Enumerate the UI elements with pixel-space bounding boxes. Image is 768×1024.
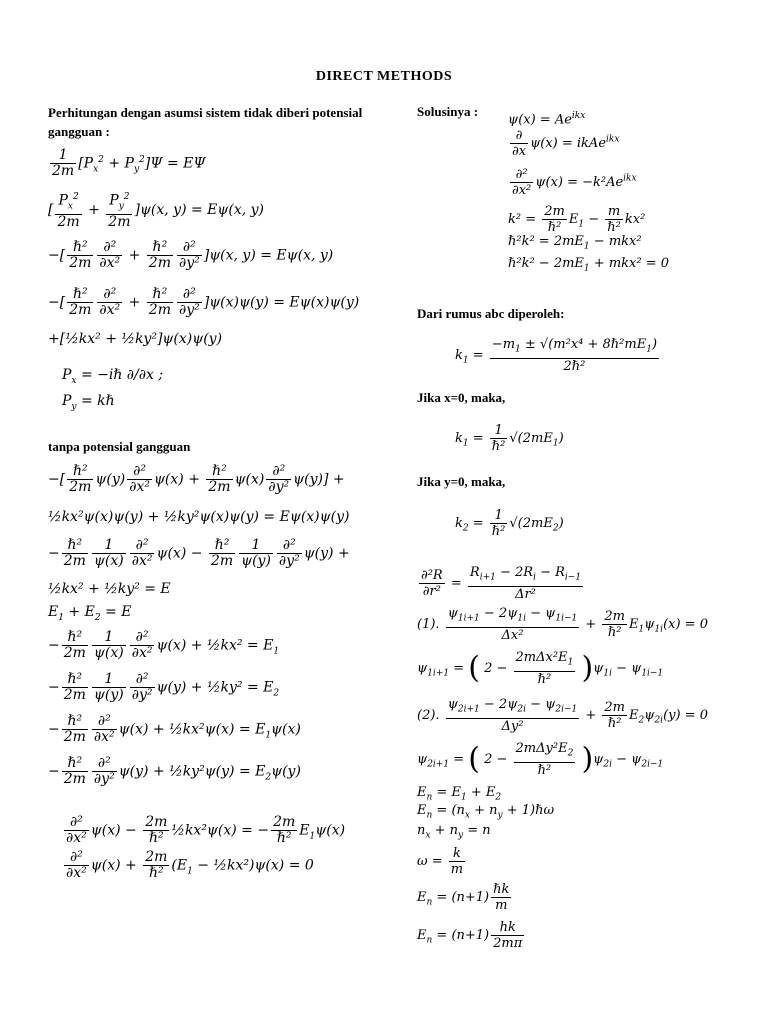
x-zero-heading: Jika x=0, maka,	[417, 390, 506, 405]
equation-energy-2: $E_n = (n+1)$ $\frac{\text{ℏk}}{m}$	[417, 882, 510, 913]
equation-py: $P_y$ = kℏ	[62, 393, 115, 412]
section2-heading: tanpa potensial gangguan	[48, 439, 191, 454]
equation-hamiltonian: $\frac{1}{2m}$ $[P_x^2 + P_y^2]\Psi = E\Psi$	[52, 147, 206, 179]
equation-15: $\frac{\text{∂²}}{\text{∂x²}}$ ψ(x) − $\frac{2m}{\text{ℏ²}}$ ½kx²ψ(x) = − $\frac{2m}{\text{ℏ²}}$ $E_1\psi(x)$	[66, 814, 346, 846]
equation-discrete-1: (1). $\frac{\psi_{1i+1} - 2\psi_{1i} - \psi_{1i-1}}{\text{Δx²}}$ + $\frac{2m}{\text{ℏ²}}$ $E_1\psi_{1i}(x) = 0$	[417, 606, 708, 643]
y-zero-heading: Jika y=0, maka,	[417, 474, 506, 489]
equation-8: − $\frac{\text{ℏ²}}{2m}$ $\frac{1}{\psi(x)}$ $\frac{\text{∂²}}{\text{∂x²}}$ ψ(x) − $\frac{\text{ℏ²}}{2m}$ $\frac{1}{\psi(y)}$ $\frac{\text{∂²}}{\text{∂y²}}$ ψ(y) +	[48, 537, 350, 569]
equation-6: −[ $\frac{\text{ℏ²}}{2m}$ ψ(y) $\frac{\text{∂²}}{\text{∂x²}}$ ψ(x) + $\frac{\text{ℏ²}}{2m}$ ψ(x) $\frac{\text{∂²}}{\text{∂y²}}$ ψ(y)] +	[48, 463, 345, 495]
equation-2: [ $\frac{P_x^2}{2m}$ + $\frac{P_y^2}{2m}$ ]ψ(x, y) = Eψ(x, y)	[48, 192, 265, 231]
intro-heading: Perhitungan dengan asumsi sistem tidak diberi potensial gangguan :	[48, 105, 363, 139]
equation-13: − $\frac{\text{ℏ²}}{2m}$ $\frac{\text{∂²}}{\text{∂x²}}$ ψ(x) + ½kx²ψ(x) = $E_1\psi(x)$	[48, 713, 301, 745]
solution-second-derivative: $\frac{\text{∂²}}{\text{∂x²}}$ $\psi(x) = -k^2Ae^{ikx}$	[512, 167, 637, 198]
equation-energy-quantum: $E_n = (n_x + n_y$ + 1)ℏω	[417, 803, 555, 821]
solution-k-squared: k² = $\frac{2m}{\text{ℏ²}}$ $E_1$ − $\frac{m}{\text{ℏ²}}$ kx²	[508, 204, 646, 235]
equation-7: ½kx²ψ(x)ψ(y) + ½ky²ψ(x)ψ(y) = Eψ(x)ψ(y)	[48, 509, 350, 525]
equation-5: +[½kx² + ½ky²]ψ(x)ψ(y)	[48, 331, 223, 347]
equation-discrete-2: (2). $\frac{\psi_{2i+1} - 2\psi_{2i} - \psi_{2i-1}}{\text{Δy²}}$ + $\frac{2m}{\text{ℏ²}}$ $E_2\psi_{2i}(y) = 0$	[417, 697, 708, 734]
equation-k2: $k_2$ = $\frac{1}{\text{ℏ²}}$ $√(2mE_2)$	[455, 508, 564, 539]
equation-omega: ω = $\frac{k}{m}$	[417, 846, 464, 877]
equation-recurrence-1: $\psi_{1i+1}$ = ( 2 − $\frac{2m\Delta x^2E_1}{\text{ℏ²}}$ )$\psi_{1i} - \psi_{1i-1}$	[417, 650, 664, 687]
solution-first-derivative: $\frac{\partial}{\partial x}$ ψ(x) = ikAe$^{ikx}$	[512, 128, 620, 159]
solution-hbar-k: ℏ²k² = $2mE_1 - mkx^2$	[508, 234, 642, 252]
equation-finite-difference: $\frac{\text{∂²R}}{\text{∂r²}}$ = $\frac{R_{i+1} - 2R_i - R_{i-1}}{\text{Δr²}}$	[421, 565, 582, 602]
equation-9: ½kx² + ½ky² = E	[48, 581, 171, 597]
left-column	[48, 103, 378, 141]
solution-label: Solusinya :	[417, 104, 479, 119]
equation-10: $E_1 + E_2 = E$	[48, 604, 132, 623]
equation-12: − $\frac{\text{ℏ²}}{2m}$ $\frac{1}{\psi(y)}$ $\frac{\text{∂²}}{\text{∂y²}}$ ψ(y) + ½ky² = $E_2$	[48, 671, 280, 703]
equation-3: −[ $\frac{\text{ℏ²}}{2m}$ $\frac{\text{∂²}}{\text{∂x²}}$ + $\frac{\text{ℏ²}}{2m}$ $\frac{\text{∂²}}{\text{∂y²}}$ ]ψ(x, y) = Eψ(x, y)	[48, 239, 334, 271]
equation-11: − $\frac{\text{ℏ²}}{2m}$ $\frac{1}{\psi(x)}$ $\frac{\text{∂²}}{\text{∂x²}}$ ψ(x) + ½kx² = $E_1$	[48, 629, 280, 661]
equation-px: $P_x$ = −iℏ ∂/∂x ;	[62, 367, 164, 386]
equation-14: − $\frac{\text{ℏ²}}{2m}$ $\frac{\text{∂²}}{\text{∂y²}}$ ψ(y) + ½ky²ψ(y) = $E_2\psi(y)$	[48, 755, 301, 787]
equation-k1-general: $k_1$ = $\frac{-m_1 \pm √(m^2x^4 + 8\hbar^2mE_1)}{\text{2ℏ²}}$	[455, 337, 658, 374]
equation-16: $\frac{\text{∂²}}{\text{∂x²}}$ ψ(x) + $\frac{2m}{\text{ℏ²}}$ ($E_1$ − ½kx²)ψ(x) = 0	[66, 849, 314, 881]
equation-n-sum: $n_x + n_y = n$	[417, 823, 491, 841]
equation-k1: $k_1$ = $\frac{1}{\text{ℏ²}}$ $√(2mE_1)$	[455, 423, 564, 454]
solution-quadratic: ℏ²k² − $2mE_1 + mkx^2 = 0$	[508, 256, 669, 274]
equation-energy-sum: $E_n = E_1 + E_2$	[417, 785, 502, 803]
abc-heading: Dari rumus abc diperoleh:	[417, 306, 565, 321]
equation-recurrence-2: $\psi_{2i+1}$ = ( 2 − $\frac{2m\Delta y^2E_2}{\text{ℏ²}}$ )$\psi_{2i} - \psi_{2i-1}$	[417, 741, 664, 778]
equation-energy-3: $E_n = (n+1)$ $\frac{hk}{2m\pi}$	[417, 920, 523, 951]
equation-4: −[ $\frac{\text{ℏ²}}{2m}$ $\frac{\text{∂²}}{\text{∂x²}}$ + $\frac{\text{ℏ²}}{2m}$ $\frac{\text{∂²}}{\text{∂y²}}$ ]ψ(x)ψ(y) = Eψ(x)ψ(y)	[48, 286, 360, 318]
solution-psi: $\psi(x) = Ae^{ikx}$	[508, 111, 586, 128]
page-title: DIRECT METHODS	[315, 69, 453, 84]
